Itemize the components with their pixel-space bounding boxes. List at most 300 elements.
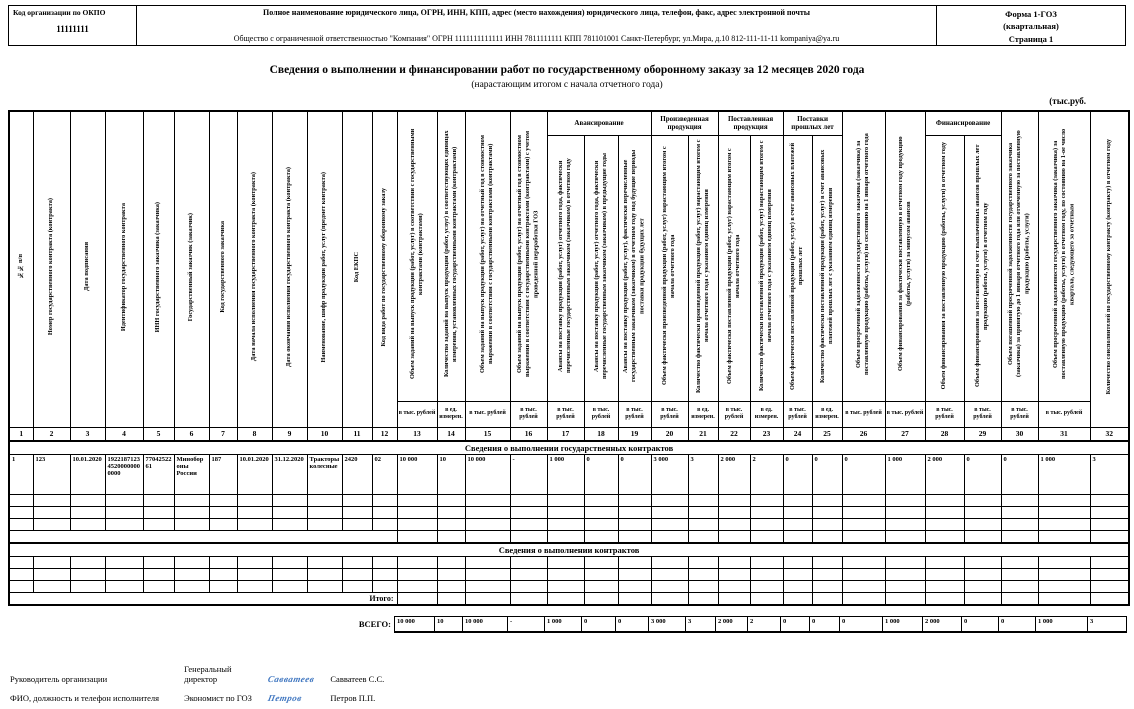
director-name: Савватеев С.С. xyxy=(330,674,385,684)
empty-cell xyxy=(1090,556,1129,568)
subtotal-cell-c17 xyxy=(547,530,584,543)
empty-cell xyxy=(584,568,618,580)
empty-cell xyxy=(510,506,547,518)
empty-cell xyxy=(437,556,465,568)
subtotal-cell-c29 xyxy=(964,530,1001,543)
grand-total-cell-c32: 3 xyxy=(1088,617,1127,633)
executor-signature: Петров xyxy=(267,693,304,703)
empty-cell xyxy=(209,556,237,568)
cell-s1-r1-c29: 0 xyxy=(964,454,1001,494)
empty-cell xyxy=(750,506,783,518)
empty-cell xyxy=(33,518,70,530)
form-name: Форма 1-ГОЗ xyxy=(1005,9,1057,19)
empty-cell xyxy=(342,556,372,568)
empty-cell xyxy=(925,494,964,506)
empty-cell xyxy=(1001,494,1038,506)
empty-cell xyxy=(510,556,547,568)
empty-cell xyxy=(465,494,510,506)
col-number-18: 18 xyxy=(584,427,618,441)
section-1-subtotal-label xyxy=(9,530,397,543)
empty-cell xyxy=(174,494,209,506)
grand-total-label: ВСЕГО: xyxy=(358,619,391,629)
section-1-empty-row-1 xyxy=(9,494,1129,506)
empty-cell xyxy=(618,494,651,506)
cell-s1-r1-c30: 0 xyxy=(1001,454,1038,494)
subtotal-cell-c15 xyxy=(465,592,510,605)
col-number-30: 30 xyxy=(1001,427,1038,441)
empty-cell xyxy=(885,494,925,506)
empty-cell xyxy=(1090,506,1129,518)
subtotal-cell-c18 xyxy=(584,530,618,543)
subtotal-cell-c21 xyxy=(688,592,718,605)
empty-cell xyxy=(783,580,812,592)
grand-total-cell-c15: 10 000 xyxy=(463,617,508,633)
executor-line-label: ФИО, должность и телефон исполнителя xyxy=(10,693,160,703)
col-header-text-16: Объем заданий на выпуск продукции (работ, услуг) на отчетный год в стоимостном выражении в соответствии с государственными контрактами (контрактами) с учетом проведенной переработки ГОЗ xyxy=(516,130,540,377)
empty-cell xyxy=(688,494,718,506)
empty-cell xyxy=(237,518,272,530)
cell-s1-r1-c8: 10.01.2020 xyxy=(237,454,272,494)
section-2-empty-row-1 xyxy=(9,556,1129,568)
cell-s1-r1-c13: 10 000 xyxy=(397,454,437,494)
subtotal-cell-c32 xyxy=(1090,592,1129,605)
empty-cell xyxy=(1038,580,1090,592)
empty-cell xyxy=(272,568,307,580)
col-number-27: 27 xyxy=(885,427,925,441)
col-header-text-3: Дата подписания xyxy=(83,242,91,292)
cell-s1-r1-c16: - xyxy=(510,454,547,494)
empty-cell xyxy=(70,506,105,518)
empty-cell xyxy=(342,580,372,592)
col-header-27 xyxy=(885,111,925,401)
col-unit-13: в тыс. рублей xyxy=(397,401,437,427)
empty-cell xyxy=(70,494,105,506)
subtotal-cell-c19 xyxy=(618,530,651,543)
empty-cell xyxy=(1038,518,1090,530)
empty-cell xyxy=(237,506,272,518)
empty-cell xyxy=(925,580,964,592)
col-unit-20: в тыс. рублей xyxy=(651,401,688,427)
empty-cell xyxy=(372,556,397,568)
col-header-text-17: Авансы на поставку продукции (работ, услуг) отчетного года, фактически перечисленные государственным заказчиком (заказчиком) в отчетном году xyxy=(557,158,573,373)
subtotal-cell-c13 xyxy=(397,592,437,605)
empty-cell xyxy=(105,568,143,580)
executor-name: Петров П.П. xyxy=(330,693,376,703)
cell-s1-r1-c11: 2420 xyxy=(342,454,372,494)
col-header-text-15: Объем заданий на выпуск продукции (работ, услуг) на отчетный год в стоимостном выражении в соответствии с государственными контрактами (контрактами) xyxy=(479,134,495,373)
empty-cell xyxy=(397,506,437,518)
col-number-15: 15 xyxy=(465,427,510,441)
grand-total-cell-c26: 0 xyxy=(840,617,883,633)
grand-total-cell-c22: 2 000 xyxy=(716,617,748,633)
section-2-title: Сведения о выполнении контрактов xyxy=(9,543,1129,556)
empty-cell xyxy=(272,580,307,592)
empty-cell xyxy=(812,568,842,580)
empty-cell xyxy=(750,494,783,506)
empty-cell xyxy=(307,580,342,592)
empty-cell xyxy=(547,568,584,580)
cell-s1-r1-c23: 2 xyxy=(750,454,783,494)
empty-cell xyxy=(925,506,964,518)
column-group-22: Поставленная продукция xyxy=(718,111,783,135)
subtotal-cell-c18 xyxy=(584,592,618,605)
empty-cell xyxy=(272,494,307,506)
executor-role: Экономист по ГОЗ xyxy=(184,693,252,703)
grand-total-cell-c21: 3 xyxy=(686,617,716,633)
empty-cell xyxy=(1038,494,1090,506)
col-unit-23: в ед. измерен. xyxy=(750,401,783,427)
subtotal-cell-c31 xyxy=(1038,592,1090,605)
empty-cell xyxy=(342,568,372,580)
col-header-text-7: Код государственного заказчика xyxy=(218,220,226,313)
empty-cell xyxy=(842,494,885,506)
grand-total-cell-c31: 1 000 xyxy=(1036,617,1088,633)
empty-cell xyxy=(9,568,33,580)
col-unit-27: в тыс. рублей xyxy=(885,401,925,427)
grand-total-cell-c27: 1 000 xyxy=(883,617,923,633)
empty-cell xyxy=(143,556,174,568)
col-number-19: 19 xyxy=(618,427,651,441)
cell-s1-r1-c14: 10 xyxy=(437,454,465,494)
col-header-text-30: Объем погашенной просроченной задолженности государственного заказчика (заказчика) за принятую до 1 января отчетного года или отмеченную за поставленную продукцию (работы, услуги) xyxy=(1007,130,1031,378)
col-header-8 xyxy=(237,111,272,427)
empty-cell xyxy=(342,518,372,530)
subtotal-cell-c29 xyxy=(964,592,1001,605)
okpo-value: 11111111 xyxy=(56,24,89,34)
empty-cell xyxy=(812,518,842,530)
empty-cell xyxy=(750,556,783,568)
col-unit-15: в тыс. рублей xyxy=(465,401,510,427)
col-header-20 xyxy=(651,135,688,401)
col-number-9: 9 xyxy=(272,427,307,441)
col-number-5: 5 xyxy=(143,427,174,441)
empty-cell xyxy=(651,580,688,592)
empty-cell xyxy=(33,494,70,506)
empty-cell xyxy=(688,580,718,592)
cell-s1-r1-c25: 0 xyxy=(812,454,842,494)
subtotal-cell-c27 xyxy=(885,530,925,543)
empty-cell xyxy=(718,568,750,580)
subtotal-cell-c14 xyxy=(437,530,465,543)
col-header-2 xyxy=(33,111,70,427)
subtotal-cell-c27 xyxy=(885,592,925,605)
empty-cell xyxy=(174,580,209,592)
col-header-17 xyxy=(547,135,584,401)
empty-cell xyxy=(465,518,510,530)
cell-s1-r1-c4: 192218712345200000000000 xyxy=(105,454,143,494)
section-1-empty-row-3 xyxy=(9,518,1129,530)
section-1-title: Сведения о выполнении государственных контрактов xyxy=(9,441,1129,454)
empty-cell xyxy=(842,506,885,518)
empty-cell xyxy=(584,580,618,592)
subtotal-cell-c26 xyxy=(842,592,885,605)
empty-cell xyxy=(688,568,718,580)
empty-cell xyxy=(651,518,688,530)
goz-report-table xyxy=(8,110,1130,606)
empty-cell xyxy=(143,518,174,530)
col-header-1 xyxy=(9,111,33,427)
col-number-6: 6 xyxy=(174,427,209,441)
header-number-row xyxy=(9,427,1129,441)
empty-cell xyxy=(964,506,1001,518)
col-unit-18: в тыс. рублей xyxy=(584,401,618,427)
col-header-21 xyxy=(688,135,718,401)
grand-total-cell-c17: 1 000 xyxy=(545,617,582,633)
empty-cell xyxy=(465,556,510,568)
empty-cell xyxy=(718,506,750,518)
empty-cell xyxy=(397,518,437,530)
empty-cell xyxy=(105,556,143,568)
column-group-20: Произведенная продукция xyxy=(651,111,718,135)
empty-cell xyxy=(70,518,105,530)
grand-total-cell-c25: 0 xyxy=(810,617,840,633)
empty-cell xyxy=(143,568,174,580)
empty-cell xyxy=(783,518,812,530)
empty-cell xyxy=(842,556,885,568)
cell-s1-r1-c5: 7704252261 xyxy=(143,454,174,494)
col-header-15 xyxy=(465,111,510,401)
cell-s1-r1-c12: 02 xyxy=(372,454,397,494)
empty-cell xyxy=(307,568,342,580)
cell-s1-r1-c9: 31.12.2020 xyxy=(272,454,307,494)
empty-cell xyxy=(964,518,1001,530)
form-id-cell xyxy=(937,6,1125,45)
empty-cell xyxy=(397,556,437,568)
empty-cell xyxy=(547,506,584,518)
col-number-7: 7 xyxy=(209,427,237,441)
col-unit-17: в тыс. рублей xyxy=(547,401,584,427)
grand-total-cell-c28: 2 000 xyxy=(923,617,962,633)
col-header-3 xyxy=(70,111,105,427)
cell-s1-r1-c28: 2 000 xyxy=(925,454,964,494)
form-period: (квартальная) xyxy=(1003,21,1059,32)
cell-s1-r1-c18: 0 xyxy=(584,454,618,494)
col-header-10 xyxy=(307,111,342,427)
col-unit-16: в тыс. рублей xyxy=(510,401,547,427)
empty-cell xyxy=(750,568,783,580)
subtotal-cell-c25 xyxy=(812,592,842,605)
col-header-7 xyxy=(209,111,237,427)
empty-cell xyxy=(651,506,688,518)
empty-cell xyxy=(651,568,688,580)
col-header-text-10: Наименование, шифр продукции работ, услуг (предмет контракта) xyxy=(320,171,328,362)
empty-cell xyxy=(1038,506,1090,518)
section-2-empty-row-2 xyxy=(9,568,1129,580)
section-2-empty-row-3 xyxy=(9,580,1129,592)
subtotal-cell-c19 xyxy=(618,592,651,605)
col-header-text-29: Объем финансирования за поставленную в счет выплаченных авансов прошлых лет продукцию (работы, услуги) в отчетном году xyxy=(974,144,990,387)
empty-cell xyxy=(174,518,209,530)
empty-cell xyxy=(307,506,342,518)
empty-cell xyxy=(618,556,651,568)
col-header-23 xyxy=(750,135,783,401)
col-header-19 xyxy=(618,135,651,401)
subtotal-cell-c30 xyxy=(1001,530,1038,543)
empty-cell xyxy=(885,556,925,568)
empty-cell xyxy=(885,518,925,530)
empty-cell xyxy=(688,506,718,518)
empty-cell xyxy=(397,580,437,592)
empty-cell xyxy=(70,556,105,568)
empty-cell xyxy=(143,494,174,506)
organization-value: Общество с ограниченной ответственностью "Компания" ОГРН 1111111111111 ИНН 7811111111 КПП 781101001 Санкт-Петербург, ул.Мира, д.10 812-111-11-11 kompaniya@ya.ru xyxy=(233,34,840,43)
signature-line-executor xyxy=(10,693,1110,703)
empty-cell xyxy=(372,580,397,592)
empty-cell xyxy=(437,518,465,530)
cell-s1-r1-c20: 3 000 xyxy=(651,454,688,494)
column-group-24: Поставки прошлых лет xyxy=(783,111,842,135)
col-header-text-8: Дата начала исполнения государственного контракта (контракта) xyxy=(250,172,258,362)
empty-cell xyxy=(547,518,584,530)
empty-cell xyxy=(1038,568,1090,580)
empty-cell xyxy=(885,506,925,518)
empty-cell xyxy=(964,568,1001,580)
empty-cell xyxy=(584,556,618,568)
empty-cell xyxy=(1001,556,1038,568)
col-header-13 xyxy=(397,111,437,401)
empty-cell xyxy=(547,580,584,592)
empty-cell xyxy=(547,494,584,506)
empty-cell xyxy=(885,580,925,592)
empty-cell xyxy=(33,556,70,568)
section-1-header-row xyxy=(9,441,1129,454)
empty-cell xyxy=(174,568,209,580)
col-header-5 xyxy=(143,111,174,427)
empty-cell xyxy=(307,494,342,506)
col-header-text-13: Объем заданий на выпуск продукции (работ, услуг) в соответствии с государственными контрактами (контрактами) xyxy=(408,128,424,379)
cell-s1-r1-c1: 1 xyxy=(9,454,33,494)
col-number-23: 23 xyxy=(750,427,783,441)
col-header-text-28: Объем финансирования за поставленную продукцию (работы, услуги) в отчетном году xyxy=(940,141,948,390)
col-header-29 xyxy=(964,135,1001,401)
empty-cell xyxy=(783,556,812,568)
col-header-text-4: Идентификатор государственного контракта xyxy=(119,202,127,331)
empty-cell xyxy=(143,506,174,518)
cell-s1-r1-c21: 3 xyxy=(688,454,718,494)
col-number-1: 1 xyxy=(9,427,33,441)
subtotal-cell-c15 xyxy=(465,530,510,543)
empty-cell xyxy=(1001,568,1038,580)
empty-cell xyxy=(842,518,885,530)
okpo-cell xyxy=(9,6,137,45)
empty-cell xyxy=(209,494,237,506)
col-header-32 xyxy=(1090,111,1129,427)
subtotal-cell-c24 xyxy=(783,530,812,543)
col-number-3: 3 xyxy=(70,427,105,441)
col-unit-19: в тыс. рублей xyxy=(618,401,651,427)
col-header-text-5: ИНН государственного заказчика (заказчика) xyxy=(154,201,162,332)
empty-cell xyxy=(105,518,143,530)
empty-cell xyxy=(174,556,209,568)
empty-cell xyxy=(143,580,174,592)
col-number-13: 13 xyxy=(397,427,437,441)
section-1-subtotal-row xyxy=(9,530,1129,543)
col-header-6 xyxy=(174,111,209,427)
col-header-18 xyxy=(584,135,618,401)
cell-s1-r1-c2: 123 xyxy=(33,454,70,494)
empty-cell xyxy=(33,568,70,580)
col-number-31: 31 xyxy=(1038,427,1090,441)
col-header-12 xyxy=(372,111,397,427)
empty-cell xyxy=(272,556,307,568)
empty-cell xyxy=(547,556,584,568)
cell-s1-r1-c15: 10 000 xyxy=(465,454,510,494)
empty-cell xyxy=(510,568,547,580)
col-header-text-21: Количество фактически произведенной продукции (работ, услуг) нарастающим итогом с начала отчетного года с указанием единиц измерения xyxy=(694,138,711,393)
empty-cell xyxy=(925,568,964,580)
col-number-16: 16 xyxy=(510,427,547,441)
empty-cell xyxy=(651,556,688,568)
empty-cell xyxy=(237,556,272,568)
empty-cell xyxy=(510,494,547,506)
subtotal-cell-c17 xyxy=(547,592,584,605)
col-header-text-9: Дата окончания исполнения государственного контракта (контракта) xyxy=(285,166,293,367)
col-number-25: 25 xyxy=(812,427,842,441)
subtotal-cell-c23 xyxy=(750,592,783,605)
empty-cell xyxy=(342,506,372,518)
empty-cell xyxy=(584,518,618,530)
subtotal-cell-c25 xyxy=(812,530,842,543)
empty-cell xyxy=(437,494,465,506)
empty-cell xyxy=(9,580,33,592)
section-2-subtotal-row xyxy=(9,592,1129,605)
col-number-24: 24 xyxy=(783,427,812,441)
director-signature: Савватеев xyxy=(267,674,316,684)
director-line-label: Руководитель организации xyxy=(10,674,108,684)
empty-cell xyxy=(342,494,372,506)
empty-cell xyxy=(510,580,547,592)
col-unit-29: в тыс. рублей xyxy=(964,401,1001,427)
organization-cell xyxy=(137,6,937,45)
col-header-30 xyxy=(1001,111,1038,401)
col-header-14 xyxy=(437,111,465,401)
col-number-20: 20 xyxy=(651,427,688,441)
empty-cell xyxy=(9,494,33,506)
col-header-text-2: Номер государственного контракта (контракта) xyxy=(47,198,55,336)
empty-cell xyxy=(70,568,105,580)
subtotal-cell-c23 xyxy=(750,530,783,543)
empty-cell xyxy=(33,506,70,518)
empty-cell xyxy=(885,568,925,580)
form-page-number: Страница 1 xyxy=(1008,33,1054,44)
empty-cell xyxy=(237,568,272,580)
section-2-subtotal-label: Итого: xyxy=(9,592,397,605)
empty-cell xyxy=(272,506,307,518)
empty-cell xyxy=(688,556,718,568)
grand-total-table xyxy=(394,616,1127,633)
empty-cell xyxy=(584,494,618,506)
empty-cell xyxy=(718,518,750,530)
col-number-26: 26 xyxy=(842,427,885,441)
empty-cell xyxy=(842,580,885,592)
empty-cell xyxy=(618,568,651,580)
empty-cell xyxy=(1001,580,1038,592)
col-header-4 xyxy=(105,111,143,427)
empty-cell xyxy=(397,494,437,506)
col-unit-31: в тыс. рублей xyxy=(1038,401,1090,427)
empty-cell xyxy=(925,556,964,568)
col-unit-22: в тыс. рублей xyxy=(718,401,750,427)
grand-total-row xyxy=(8,616,1127,633)
cell-s1-r1-c32: 3 xyxy=(1090,454,1129,494)
cell-s1-r1-c19: 0 xyxy=(618,454,651,494)
col-header-text-25: Количество фактически поставленной продукции (работ, услуг) в счет авансовых платежей прошлых лет с указанием единиц измерения xyxy=(818,148,835,383)
empty-cell xyxy=(237,494,272,506)
col-unit-26: в тыс. рублей xyxy=(842,401,885,427)
col-number-11: 11 xyxy=(342,427,372,441)
empty-cell xyxy=(718,556,750,568)
col-unit-14: в ед. измерен. xyxy=(437,401,465,427)
